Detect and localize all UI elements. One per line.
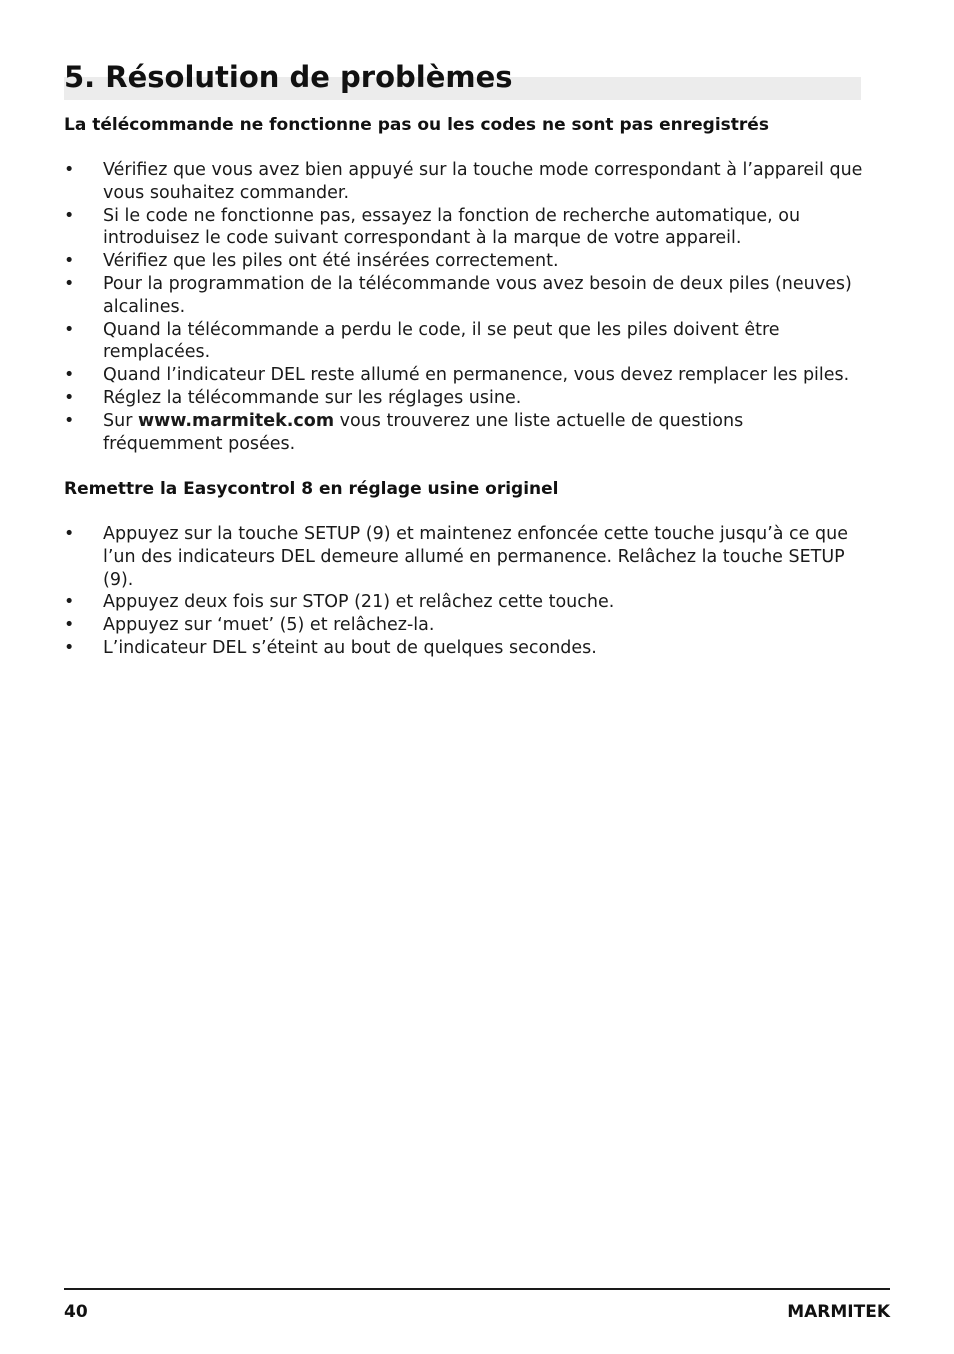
list-item-suffix: vous trouverez une liste actuelle de questions fréquemment posées. — [103, 410, 744, 454]
list-item-text: Quand la télécommande a perdu le code, il se peut que les piles doivent être remplacées. — [103, 319, 780, 363]
troubleshooting-list — [64, 159, 864, 455]
bullet-icon: • — [64, 205, 75, 226]
list-item-text: Vérifiez que vous avez bien appuyé sur la touche mode correspondant à l’appareil que vous souhaitez commander. — [103, 160, 863, 203]
list-item — [64, 273, 864, 319]
list-item — [64, 637, 864, 660]
section-heading-factory-reset: Remettre la Easycontrol 8 en réglage usine originel — [64, 479, 559, 499]
list-item-text: Pour la programmation de la télécommande vous avez besoin de deux piles (neuves) alcalines. — [103, 273, 852, 317]
list-item-text: Appuyez sur ‘muet’ (5) et relâchez-la. — [103, 615, 435, 636]
list-item — [64, 364, 864, 387]
bullet-icon: • — [64, 365, 75, 386]
list-item — [64, 205, 864, 251]
footer-brand: MARMITEK — [787, 1302, 890, 1322]
list-item — [64, 523, 864, 591]
list-item-text: Si le code ne fonctionne pas, essayez la fonction de recherche automatique, ou introduisez le code suivant correspondant à la marque de votre appareil. — [103, 205, 801, 249]
page-title: 5. Résolution de problèmes — [64, 60, 513, 94]
footer-divider — [64, 1288, 890, 1290]
bullet-icon: • — [64, 160, 75, 180]
list-item — [64, 387, 864, 410]
list-item-text: Appuyez sur la touche SETUP (9) et maintenez enfoncée cette touche jusqu’à ce que l’un des indicateurs DEL demeure allumé en permanence. Relâchez la touche SETUP (9). — [103, 524, 848, 590]
bullet-icon: • — [64, 410, 75, 431]
bullet-icon: • — [64, 387, 75, 408]
bullet-icon: • — [64, 273, 75, 294]
list-item — [64, 159, 864, 205]
list-item-text: Réglez la télécommande sur les réglages usine. — [103, 387, 522, 408]
list-item — [64, 250, 864, 273]
list-item — [64, 614, 864, 637]
list-item — [64, 410, 864, 456]
section-heading-troubleshooting: La télécommande ne fonctionne pas ou les codes ne sont pas enregistrés — [64, 115, 769, 135]
list-item — [64, 319, 864, 365]
bullet-icon: • — [64, 251, 75, 272]
list-item-text: Appuyez deux fois sur STOP (21) et relâchez cette touche. — [103, 592, 615, 613]
bullet-icon: • — [64, 524, 75, 544]
list-item-text: Vérifiez que les piles ont été insérées correctement. — [103, 251, 559, 272]
list-item-text: L’indicateur DEL s’éteint au bout de quelques secondes. — [103, 637, 597, 658]
bullet-icon: • — [64, 615, 75, 636]
marmitek-website-link[interactable]: www.marmitek.com — [137, 410, 335, 431]
list-item — [64, 591, 864, 614]
factory-reset-list — [64, 523, 864, 660]
bullet-icon: • — [64, 592, 75, 613]
bullet-icon: • — [64, 637, 75, 658]
list-item-prefix: Sur — [103, 410, 138, 431]
list-item-text: Quand l’indicateur DEL reste allumé en permanence, vous devez remplacer les piles. — [103, 365, 850, 386]
page-number: 40 — [64, 1302, 88, 1322]
bullet-icon: • — [64, 319, 75, 340]
